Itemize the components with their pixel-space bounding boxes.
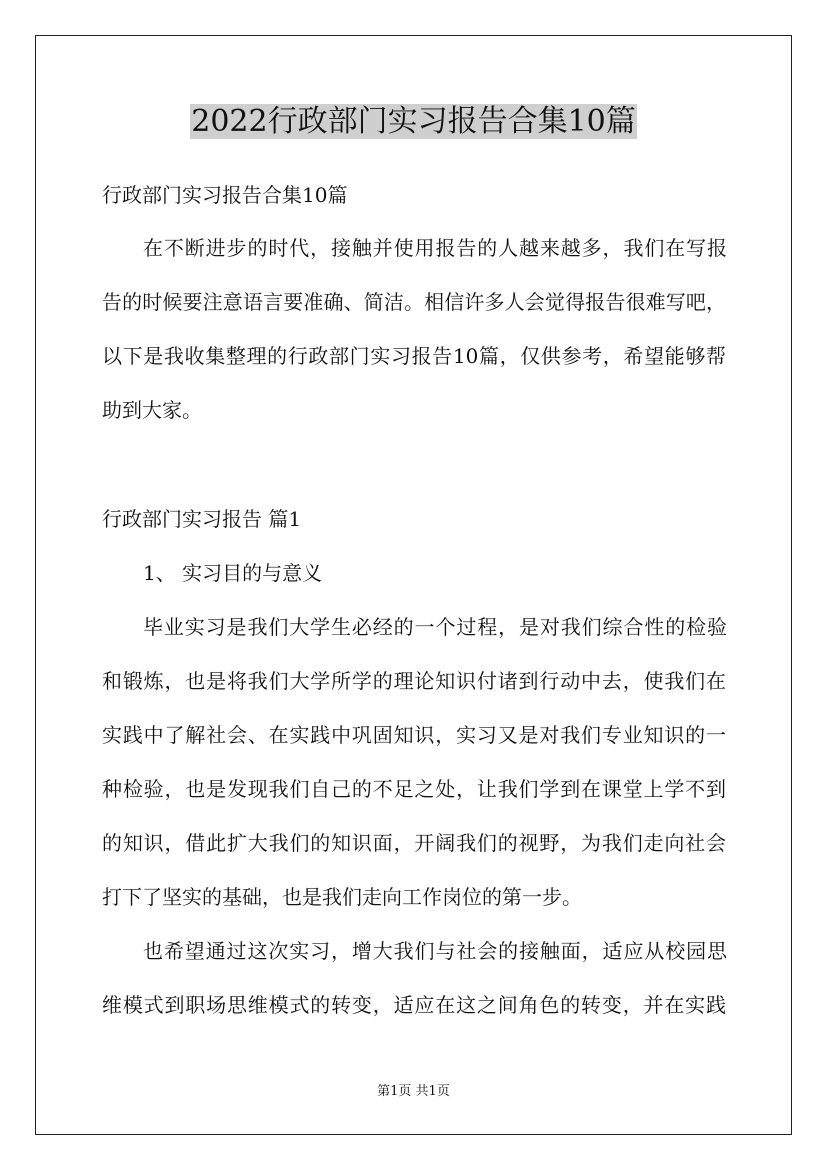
section-heading: 行政部门实习报告 篇1 bbox=[102, 507, 302, 531]
intro-line: 告的时候要注意语言要准确、简洁。相信许多人会觉得报告很难写吧， bbox=[102, 290, 726, 314]
paragraph-line: 也希望通过这次实习，增大我们与社会的接触面，适应从校园思 bbox=[143, 939, 727, 963]
document-title-text: 2022行政部门实习报告合集10篇 bbox=[191, 104, 636, 139]
paragraph-line: 的知识，借此扩大我们的知识面，开阔我们的视野，为我们走向社会 bbox=[102, 831, 726, 855]
section-subheading: 1、 实习目的与意义 bbox=[143, 561, 323, 585]
document-title bbox=[0, 99, 827, 145]
paragraph-line: 维模式到职场思维模式的转变，适应在这之间角色的转变，并在实践 bbox=[102, 993, 726, 1017]
document-subtitle: 行政部门实习报告合集10篇 bbox=[102, 183, 348, 207]
paragraph-line: 毕业实习是我们大学生必经的一个过程，是对我们综合性的检验 bbox=[143, 615, 727, 639]
page-footer: 第1页 共1页 bbox=[377, 1084, 450, 1099]
paragraph-line: 种检验，也是发现我们自己的不足之处，让我们学到在课堂上学不到 bbox=[102, 777, 726, 801]
paragraph-line: 打下了坚实的基础，也是我们走向工作岗位的第一步。 bbox=[102, 885, 582, 909]
paragraph-line: 实践中了解社会、在实践中巩固知识，实习又是对我们专业知识的一 bbox=[102, 723, 726, 747]
intro-line: 助到大家。 bbox=[102, 398, 202, 422]
intro-line: 以下是我收集整理的行政部门实习报告10篇，仅供参考，希望能够帮 bbox=[102, 344, 726, 368]
paragraph-line: 和锻炼，也是将我们大学所学的理论知识付诸到行动中去，使我们在 bbox=[102, 669, 726, 693]
intro-line: 在不断进步的时代，接触并使用报告的人越来越多，我们在写报 bbox=[143, 236, 727, 260]
